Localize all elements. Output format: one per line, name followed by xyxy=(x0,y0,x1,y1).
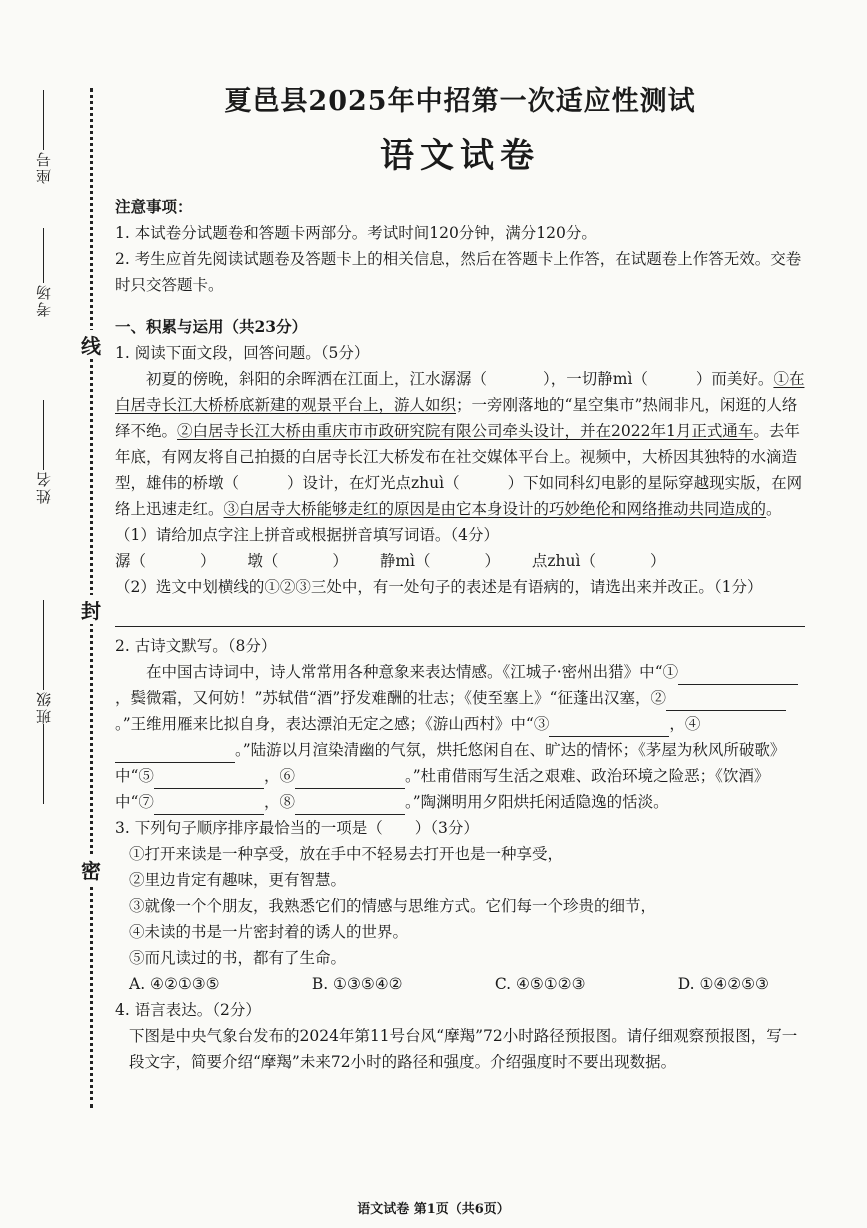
name-label: 姓名 xyxy=(34,470,53,504)
page-footer: 语文试卷 第1页（共6页） xyxy=(357,1202,510,1217)
blank-1 xyxy=(678,664,798,685)
sentence-item: ①打开来读是一种享受，放在手中不轻易去打开也是一种享受， xyxy=(129,845,564,863)
sentence-item: ④未读的书是一片密封着的诱人的世界。 xyxy=(129,923,409,941)
question-1-fill-row: 潺（ ） 墩（ ） 静mì（ ） 点zhuì（ ） xyxy=(115,552,666,570)
blank-6 xyxy=(295,768,405,789)
blank-8 xyxy=(295,794,405,815)
sentence-item: ③就像一个个朋友，我熟悉它们的情感与思维方式。它们每一个珍贵的细节， xyxy=(129,897,657,915)
binding-char-feng: 封 xyxy=(80,595,102,624)
question-1-sub-1: （1）请给加点字注上拼音或根据拼音填写词语。（4分） xyxy=(115,526,499,544)
sentence-item: ②里边肯定有趣味，更有智慧。 xyxy=(129,871,347,889)
section-heading: 一、积累与运用（共23分） xyxy=(115,317,308,336)
option-d: D. ①④②⑤③ xyxy=(677,975,769,993)
question-4-stem: 4. 语言表达。（2分） xyxy=(115,1001,261,1019)
option-c: C. ④⑤①②③ xyxy=(494,975,586,993)
class-field xyxy=(28,600,58,804)
class-label: 班级 xyxy=(34,690,53,724)
exam-content xyxy=(115,80,805,1075)
blank-4 xyxy=(115,742,235,763)
notice-heading: 注意事项： xyxy=(115,197,193,216)
options-row xyxy=(115,971,769,997)
binding-char-mi: 密 xyxy=(80,855,102,884)
question-2-stem: 2. 古诗文默写。（8分） xyxy=(115,637,277,655)
blank-2 xyxy=(666,690,786,711)
question-4-text: 下图是中央气象台发布的2024年第11号台风“摩羯”72小时路径预报图。请仔细观察预报图，写一段文字，简要介绍“摩羯”未来72小时的路径和强度。介绍强度时不要出现数据。 xyxy=(129,1027,798,1071)
blank-5 xyxy=(154,768,264,789)
question-3-stem: 3. 下列句子顺序排序最恰当的一项是（ ）（3分） xyxy=(115,819,479,837)
notice-item: 2. 考生应首先阅读试题卷及答题卡上的相关信息，然后在答题卡上作答，在试题卷上作答无效。交卷时只交答题卡。 xyxy=(115,250,802,294)
seat-label: 座号 xyxy=(34,150,53,184)
underlined-sentence-1: ①在白居寺长江大桥桥底新建的观景平台上，游人如织 xyxy=(115,370,805,414)
option-a: A. ④②①③⑤ xyxy=(129,975,220,993)
exam-no-label: 考场 xyxy=(34,283,53,317)
underlined-sentence-2: ②白居寺长江大桥由重庆市市政研究院有限公司牵头设计，并在2022年1月正式通车 xyxy=(177,422,754,440)
exam-no-field xyxy=(28,228,58,317)
notice-item: 1. 本试卷分试题卷和答题卡两部分。考试时间120分钟，满分120分。 xyxy=(115,224,597,242)
option-b: B. ①③⑤④② xyxy=(311,975,403,993)
exam-subtitle: 语文试卷 xyxy=(380,136,540,176)
exam-title: 夏邑县2025年中招第一次适应性测试 xyxy=(224,86,696,117)
underlined-sentence-3: ③白居寺大桥能够走红的原因是由它本身设计的巧妙绝伦和网络推动共同造成的 xyxy=(223,500,767,518)
question-1-stem: 1. 阅读下面文段，回答问题。（5分） xyxy=(115,344,370,362)
seat-field xyxy=(28,90,58,184)
question-1-sub-2: （2）选文中划横线的①②③三处中，有一处句子的表述是有语病的，请选出来并改正。（1分） xyxy=(115,578,763,596)
question-1-passage: 初夏的傍晚，斜阳的余晖洒在江面上，江水潺潺（ ），一切静mì（ ）而美好。①在白居寺长江大桥桥底新建的观景平台上，游人如织；一旁刚落地的“星空集市”热闹非凡，闲逛的人络绎不绝。②白居寺长江大桥由重庆市市政研究院有限公司牵头设计，并在2022年1月正式通车。去年年底，有网友将自己拍摄的白居寺长江大桥发布在社交媒体平台上。视频中，大桥因其独特的水滴造型，雄伟的桥墩（ ）设计，在灯光点zhuì（ ）下如同科幻电影的星际穿越现实版，在网络上迅速走红。③白居寺大桥能够走红的原因是由它本身设计的巧妙绝伦和网络推动共同造成的。 xyxy=(115,370,805,518)
binding-margin xyxy=(0,0,100,1228)
question-2-text: 在中国古诗词中，诗人常常用各种意象来表达情感。《江城子·密州出猎》中“①，鬓微霜，又何妨！”苏轼借“酒”抒发难酬的壮志；《使至塞上》“征蓬出汉塞，②。”王维用雁来比拟自身，表达漂泊无定之感；《游山西村》中“③ ，④。”陆游以月渲染清幽的气氛，烘托悠闲自在、旷达的情怀；《茅屋为秋风所破歌》中“⑤ ，⑥ 。”杜甫借雨写生活之艰难、政治环境之险恶；《饮酒》中“⑦ ，⑧ 。”陶渊明用夕阳烘托闲适隐逸的恬淡。 xyxy=(115,659,805,815)
name-field xyxy=(28,400,58,504)
sentence-item: ⑤而凡读过的书，都有了生命。 xyxy=(129,949,347,967)
answer-line xyxy=(115,604,805,627)
blank-7 xyxy=(154,794,264,815)
blank-3 xyxy=(549,716,669,737)
binding-char-xian: 线 xyxy=(80,330,102,359)
